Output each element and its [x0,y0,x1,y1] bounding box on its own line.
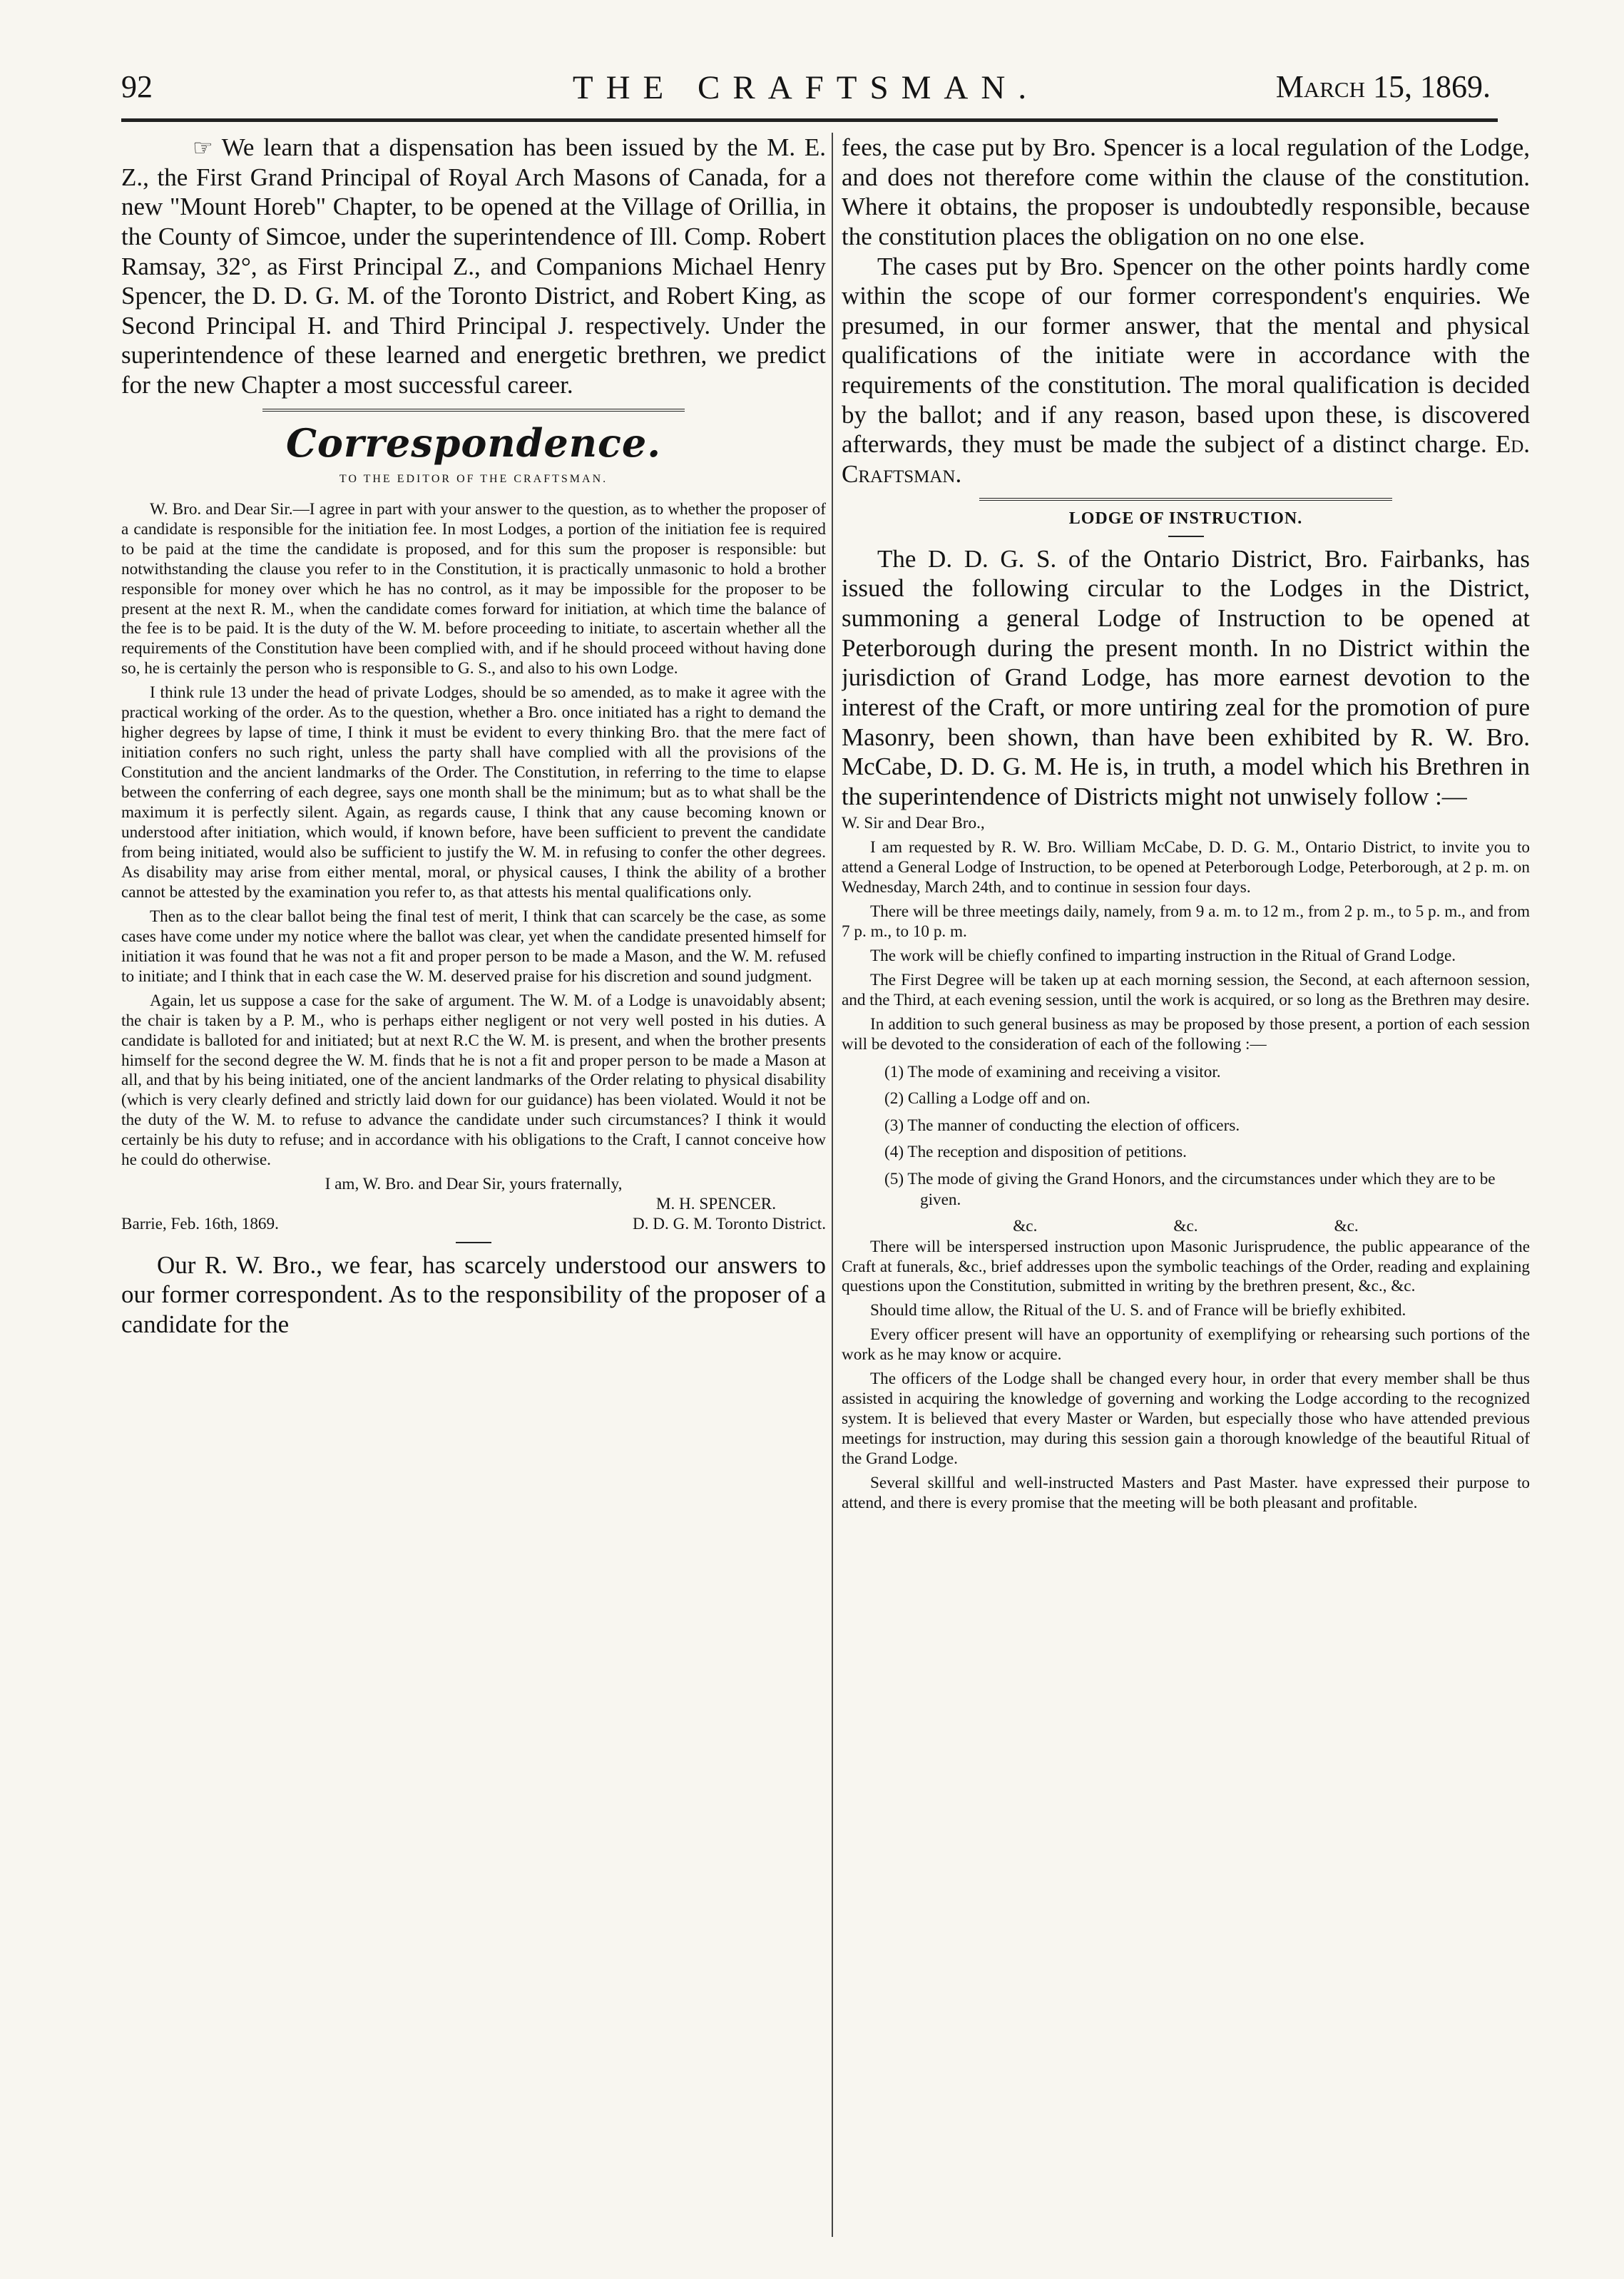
publication-title: THE CRAFTSMAN. [572,69,1040,106]
section-rule [262,409,685,412]
circular-paragraph: Should time allow, the Ritual of the U. S. and of France will be briefly exhibited. [870,1301,1406,1320]
circular-salutation: W. Sir and Dear Bro., [842,814,985,833]
list-item: (3) The manner of conducting the election of officers. [884,1116,1240,1135]
list-item: (4) The reception and disposition of petitions. [884,1143,1187,1162]
lodge-intro: The D. D. G. S. of the Ontario District, Bro. Fairbanks, has issued the following circular to the Lodges in the District, summoning a general Lodge of Instruction to be opened at Peterborough during the present month. In no District within the jurisdiction of Grand Lodge, has more earnest devotion to the interest of the Craft, or more untiring zeal for the promotion of pure Masonry, been shown, than have been exhibited by R. W. Bro. McCabe, D. D. G. M. He is, in truth, a model which his Brethren in the superintendence of Districts might not unwisely follow :— [842,544,1530,810]
dispensation-notice [121,133,826,400]
to-editor-line: TO THE EDITOR OF THE CRAFTSMAN. [339,472,608,485]
editor-reply-continued: fees, the case put by Bro. Spencer is a local regulation of the Lodge, and does not therefore come within the clause of the constitution. Where it obtains, the proposer is undoubtedly responsible, because the constitution places the obligation on no one else. [842,133,1530,250]
list-item: (1) The mode of examining and receiving a visitor. [884,1062,1221,1081]
circular-paragraph: There will be three meetings daily, namely, from 9 a. m. to 12 m., from 2 p. m., to 5 p. m., and from 7 p. m., to 10 p. m. [842,902,1530,942]
section-rule [979,498,1392,501]
column-divider [832,133,833,2237]
editor-reply-text: The cases put by Bro. Spencer on the other points hardly come within the scope of our former correspondent's enquiries. We presumed, in our former answer, that the mental and physical qualifications of the initiate were in accordance with the requirements of the constitution. The moral qualification is decided by the ballot; and if any reason, based upon these, is discovered afterwards, they must be made the subject of a distinct charge. [842,252,1530,459]
etc-mark: &c. [1173,1216,1198,1235]
etc-mark: &c. [1013,1216,1038,1235]
editor-signoff: Ed. Craftsman. [842,430,1530,489]
signer-title: D. D. G. M. Toronto District. [632,1214,826,1233]
left-column [121,133,826,2262]
letter-signature [121,1175,826,1235]
letter-paragraph: W. Bro. and Dear Sir.—I agree in part with your answer to the question, as to whether the proposer of a candidate is responsible for the initiation fee. In most Lodges, a portion of the initiation fee is required to be paid at the time the candidate is proposed, and for this sum the proposer is responsible: but notwithstanding the clause you refer to in the Constitution, it is practically unmasonic to hold a brother responsible for money over which he has no control, as it may be impossible for the proposer to be present at the next R. M., when the candidate comes forward for initiation, at which time the balance of the fee is to be paid. It is the duty of the W. M. before proceeding to initiate, to ascertain whether all the requirements of the Constitution have been complied with, and if he should proceed without having done so, he is certainly the person who is responsible to G. S., and also to his own Lodge. [121,499,826,678]
short-rule [456,1242,491,1243]
circular-paragraph: The work will be chiefly confined to imparting instruction in the Ritual of Grand Lodge. [870,947,1456,966]
page-number: 92 [121,69,153,104]
issue-date: March 15, 1869. [1275,69,1491,104]
header-rule [121,118,1498,122]
circular-paragraph: Every officer present will have an opportunity of exemplifying or rehearsing such portions of the work as he may know or acquire. [842,1325,1530,1365]
letter-paragraph: Then as to the clear ballot being the final test of merit, I think that can scarcely be the case, as some cases have come under my notice where the ballot was clear, yet when the candidate presented himself for initiation it was found that he was not a fit and proper person to be made a Mason, and the W. M. refused to initiate; and I think that in each case the W. M. deserved praise for his discretion and sound judgment. [121,907,826,986]
topics-list [884,1062,1530,1211]
correspondence-heading: Correspondence. [285,419,662,466]
dispensation-notice-text: We learn that a dispensation has been issued by the M. E. Z., the First Grand Principal of Royal Arch Masons of Canada, for a new "Mount Horeb" Chapter, to be opened at the Village of Orillia, in the County of Simcoe, under the superintendence of Ill. Comp. Robert Ramsay, 32°, as First Principal Z., and Companions Michael Henry Spencer, the D. D. G. M. of the Toronto District, and Robert King, as Second Principal H. and Third Principal J. respectively. Under the superintendence of these learned and energetic brethren, we predict for the new Chapter a most successful career. [121,133,826,399]
circular-paragraph: I am requested by R. W. Bro. William McCabe, D. D. G. M., Ontario District, to invite you to attend a General Lodge of Instruction, to be opened at Peterborough Lodge, Peterborough, at 2 p. m. on Wednesday, March 24th, and to continue in session four days. [842,838,1530,897]
letter-paragraph: Again, let us suppose a case for the sake of argument. The W. M. of a Lodge is unavoidably absent; the chair is taken by a P. M., who is perhaps either negligent or not very well posted in his duties. A candidate is balloted for and initiated; but at next R.C the W. M. is present, and when the brother presents himself for the second degree the W. M. finds that he is not a fit and proper person to be made a Mason at all, and that by his being initiated, one of the ancient landmarks of the Order relating to physical disability (which is very clearly defined and strictly laid down for our guidance) has been violated. Would it not be the duty of the W. M. to refuse to advance the candidate under such circumstances? I think it would certainly be his duty to refuse; and in accordance with his obligations to the Craft, I cannot conceive how he could do otherwise. [121,991,826,1170]
etc-mark: &c. [1334,1216,1359,1235]
circular-paragraph: The First Degree will be taken up at each morning session, the Second, at each afternoon session, and the Third, at each evening session, until the work is acquired, or so long as the Brethren may desire. [842,971,1530,1009]
circular-paragraph: There will be interspersed instruction upon Masonic Jurisprudence, the public appearance of the Craft at funerals, &c., brief addresses upon the symbolic teachings of the Order, reading and explaining questions upon the Constitution, submitted in writing by the brethren present, &c., &c. [842,1237,1530,1296]
list-item: (5) The mode of giving the Grand Honors, and the circumstances under which they are to be given. [884,1169,1496,1210]
list-item: (2) Calling a Lodge off and on. [884,1089,1091,1108]
editor-reply-start: Our R. W. Bro., we fear, has scarcely understood our answers to our former correspondent. As to the responsibility of the proposer of a candidate for the [121,1250,826,1339]
short-rule [1168,536,1204,537]
circular-paragraph: The officers of the Lodge shall be changed every hour, in order that every member shall be thus assisted in acquiring the knowledge of governing and working the Lodge according to the recognized system. It is believed that every Master or Warden, but especially those who have attended previous meetings for instruction, may during this session gain a thorough knowledge of the beautiful Ritual of the Grand Lodge. [842,1370,1530,1469]
letter-closing: I am, W. Bro. and Dear Sir, yours fraternally, [325,1175,623,1194]
pointing-hand-icon: ☞ [193,135,213,160]
lodge-of-instruction-heading: LODGE OF INSTRUCTION. [1068,509,1303,528]
letter-paragraph: I think rule 13 under the head of private Lodges, should be so amended, as to make it agree with the practical working of the order. As to the question, whether a Bro. once initiated has a right to demand the higher degrees by lapse of time, I think it must be evident to every thinking Bro. that the mere fact of initiation confers no such right, unless the party shall have complied with all the provisions of the Constitution and the ancient landmarks of the Order. The Constitution, in referring to the time to elapse between the conferring of each degree, says one month shall be the minimum; but as to what shall be the maximum it is perfectly silent. Again, as regards cause, I think that any cause becoming known or understood after initiation, which would, if known before, have been sufficient to prevent the candidate from being initiated, would also be sufficient to justify the W. M. in refusing to confer the other degrees. As disability may arise from either mental, moral, or physical causes, I think the ability of a brother cannot be attested by the examination you refer to, as that attests his mental qualifications only. [121,683,826,902]
page-header [121,68,1491,114]
circular-paragraph: In addition to such general business as may be proposed by those present, a portion of each session will be devoted to the consideration of each of the following :— [842,1014,1530,1054]
signer-details [121,1215,826,1235]
circular-paragraph: Several skillful and well-instructed Masters and Past Master. have expressed their purpose to attend, and there is every promise that the meeting will be both pleasant and profitable. [842,1474,1530,1512]
editor-reply-paragraph [842,252,1530,489]
etc-line [945,1217,1427,1236]
signer-name: M. H. SPENCER. [655,1195,776,1214]
signer-place-date: Barrie, Feb. 16th, 1869. [121,1214,279,1233]
right-column [842,133,1530,2262]
